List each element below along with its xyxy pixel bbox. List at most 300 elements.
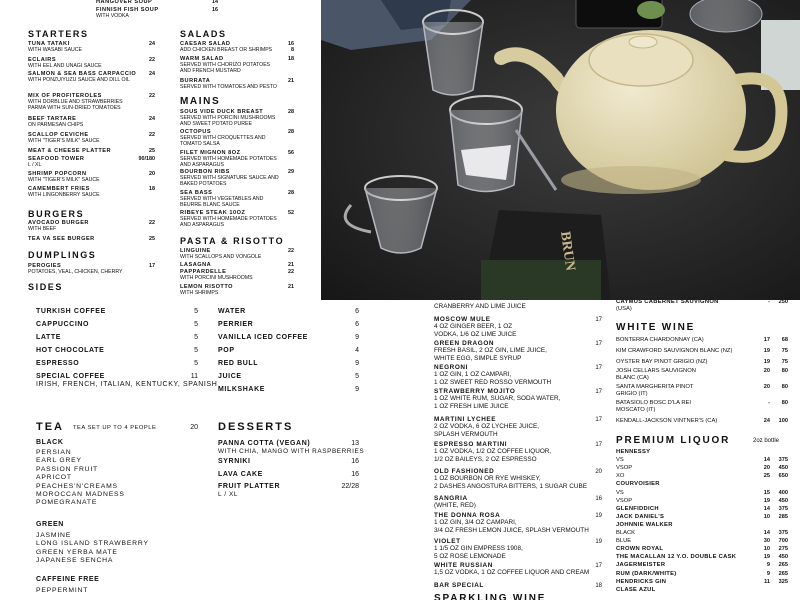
wine-item: [616, 418, 717, 425]
liquor-item: [616, 579, 666, 586]
cocktail-name: ESPRESSO MARTINI: [434, 441, 508, 448]
item-description: AND FRENCH MUSTARD: [180, 68, 241, 75]
wine-glass-price: 20: [763, 384, 770, 390]
liquor-item: [616, 546, 663, 553]
liquor-name: JACK DANIEL'S: [616, 513, 665, 520]
drink-item: [218, 334, 308, 342]
menu-item-price: 17: [149, 263, 155, 269]
menu-item-name: TUNA TATAKI: [28, 41, 70, 47]
table-photo: [321, 0, 800, 300]
liquor-units: 2oz bottle: [753, 438, 780, 444]
dessert-item: [218, 458, 251, 466]
item-description: 1,5 OZ VODKA, 1 OZ COFFEE LIQUOR AND CREAM: [434, 569, 590, 577]
cocktail-name: BAR SPECIAL: [434, 582, 484, 589]
wine-item: [616, 359, 707, 366]
drinks-menu-page: [0, 300, 432, 600]
liquor-item: [616, 538, 631, 545]
drink-item: [218, 373, 242, 381]
menu-item: [180, 262, 211, 268]
menu-item: [28, 263, 122, 275]
drink-item: [36, 308, 106, 316]
drink-item-name: POP: [218, 347, 235, 354]
food-menu-page: [0, 0, 321, 300]
tea-name: JASMINE: [36, 532, 72, 539]
menu-item: [28, 186, 100, 198]
section-title-tea: TEA: [36, 421, 64, 433]
cocktail-name: OLD FASHIONED: [434, 468, 495, 475]
menu-item-name: PAPPARDELLE: [180, 269, 227, 275]
dessert-name: PANNA COTTA (VEGAN): [218, 440, 311, 447]
liquor-name: VSOP: [616, 497, 633, 504]
section-title-sparkling: SPARKLING WINE: [434, 593, 547, 600]
dessert-price: 13: [351, 440, 359, 447]
menu-item-name: MEAT & CHEESE PLATTER: [28, 148, 112, 154]
item-description: POTATOES, VEAL, CHICKEN, CHERRY: [28, 269, 123, 276]
menu-item: [28, 148, 111, 154]
dessert-name: LAVA CAKE: [218, 471, 263, 478]
item-description: 1 OZ GIN, 3/4 OZ CAMPARI,: [434, 519, 517, 527]
liquor-item: [616, 522, 673, 529]
liquor-bottle-price: 325: [778, 578, 788, 585]
liquor-name: BLACK: [616, 530, 636, 536]
menu-item: [180, 210, 277, 229]
dessert-price: 16: [351, 458, 359, 465]
tea-black-title: BLACK: [36, 439, 64, 446]
menu-item-name: LEMON RISOTTO: [180, 284, 234, 290]
menu-item-name: BEEF TARTARE: [28, 116, 77, 122]
item-description: PARMA WITH SUN-DRIED TOMATOES: [28, 105, 121, 112]
cocktail-item: [434, 468, 587, 490]
tea-name: PEACHES'N'CREAMS: [36, 482, 118, 490]
wine-name: OYSTER BAY PINOT GRIGIO (NZ): [616, 359, 708, 365]
drink-item-price: 5: [194, 321, 198, 328]
drink-item: [218, 386, 265, 394]
cocktail-price: 16: [595, 496, 602, 502]
menu-item-price: 29: [288, 169, 294, 175]
tea-name: JAPANESE SENCHA: [36, 557, 114, 565]
cocktail-item: [434, 416, 539, 438]
wine-name: BATASIOLO BOSC D'LA REI: [616, 400, 691, 406]
liquor-bottle-price: 650: [778, 473, 788, 480]
liquor-item: [616, 498, 632, 505]
liquor-glass-price: 19: [763, 554, 770, 561]
item-description: WITH PONZU/YUZU SAUCE AND DILL OIL: [28, 77, 130, 84]
wine-bottle-price: 250: [778, 300, 788, 305]
wine-bottle-price: 80: [781, 384, 788, 390]
wine-glass-price: -: [768, 400, 770, 406]
drink-item-name: TURKISH COFFEE: [36, 308, 106, 315]
liquor-name: RUM (DARK/WHITE): [616, 570, 677, 577]
tea-name: PERSIAN: [36, 449, 72, 456]
menu-item: [180, 150, 277, 169]
drink-item-name: PERRIER: [218, 321, 254, 328]
liquor-glass-price: 9: [766, 562, 770, 569]
menu-item-price: 22: [149, 132, 155, 138]
menu-item-price: 28: [288, 109, 294, 115]
menu-item: [28, 57, 102, 69]
menu-item-name: BURRATA: [180, 78, 211, 84]
section-title-desserts: DESSERTS: [218, 421, 294, 433]
liquor-bottle-price: 375: [778, 457, 788, 464]
menu-item-name: WARM SALAD: [180, 56, 224, 62]
wine-item: [616, 384, 693, 398]
liquor-name: JOHNNIE WALKER: [616, 521, 673, 528]
wine-bottle-price: 100: [778, 418, 788, 424]
menu-item-price: 21: [288, 78, 294, 84]
menu-item-price: 18: [288, 56, 294, 62]
drink-item-name: JUICE: [218, 373, 242, 380]
drink-item-price: 5: [194, 360, 198, 367]
item-description: SERVED WITH PORCINI MUSHROOMS: [180, 115, 276, 122]
menu-item: FINNISH FISH SOUP WITH VODKA: [96, 7, 159, 20]
item-description: FRESH BASIL, 2 OZ GIN, LIME JUICE,: [434, 347, 547, 355]
sugar-packets: [461, 145, 511, 180]
liquor-bottle-price: 265: [778, 562, 788, 569]
menu-item: [28, 220, 89, 232]
section-title-burgers: BURGERS: [28, 209, 85, 219]
menu-item: [28, 156, 84, 168]
dessert-price: 22/28: [341, 483, 359, 490]
tea-name: MOROCCAN MADNESS: [36, 491, 125, 499]
menu-item-price: 22: [149, 57, 155, 63]
liquor-item: [616, 449, 650, 456]
dessert-name: FRUIT PLATTER: [218, 483, 281, 490]
cocktail-price: 17: [595, 417, 602, 423]
menu-item: [28, 71, 136, 83]
wine-glass-price: 19: [763, 348, 770, 354]
menu-card: [481, 210, 611, 300]
tea-green-list: [36, 532, 149, 566]
wine-bottle-price: 75: [781, 348, 788, 354]
menu-item-name: MIX OF PROFITEROLES: [28, 93, 102, 99]
wine-description: BLANC (CA): [616, 374, 649, 381]
cocktail-name: NEGRONI: [434, 364, 469, 371]
menu-item-name: LINGUINE: [180, 248, 211, 254]
liquor-glass-price: 11: [764, 578, 770, 585]
liquor-name: BLUE: [616, 538, 632, 545]
cocktail-name: WHITE RUSSIAN: [434, 562, 493, 569]
liquor-item: [616, 554, 736, 561]
cocktail-item: [434, 303, 526, 310]
dessert-price: 16: [351, 471, 359, 478]
wine-name: KIM CRAWFORD SAUVIGNON BLANC (NZ): [616, 348, 733, 354]
drink-item: [36, 360, 79, 368]
drink-item-price: 9: [355, 334, 359, 341]
drink-item-name: RED BULL: [218, 360, 259, 367]
menu-item-name: CAMEMBERT FRIES: [28, 186, 90, 192]
menu-item-price: 52: [288, 210, 294, 216]
item-description: 1 OZ SWEET RED ROSSO VERMOUTH: [434, 378, 552, 386]
menu-item-name: LASAGNA: [180, 262, 212, 268]
liquor-item: [616, 473, 624, 480]
tea-name: LONG ISLAND STRAWBERRY: [36, 540, 149, 548]
menu-item-name: TEA VA SEE BURGER: [28, 236, 95, 242]
menu-item: [180, 190, 263, 209]
menu-item-name: OCTOPUS: [180, 129, 212, 135]
item-description: 5 OZ ROSE LEMONADE: [434, 552, 506, 560]
menu-item-price: 22: [288, 248, 294, 254]
menu-item-price: 22: [149, 220, 155, 226]
menu-item: [28, 132, 100, 144]
tea-name: GREEN YERBA MATE: [36, 548, 118, 556]
item-description: 1 OZ BOURBON OR RYE WHISKEY,: [434, 475, 541, 483]
section-title-sides: SIDES: [28, 282, 64, 292]
item-description: CRANBERRY AND LIME JUICE: [434, 303, 526, 310]
cocktail-name: STRAWBERRY MOJITO: [434, 388, 516, 395]
item-description: SERVED WITH CROQUETTES AND: [180, 135, 266, 142]
item-description: (WHITE, RED): [434, 502, 476, 510]
liquor-name: HENDRICKS GIN: [616, 578, 667, 585]
liquor-bottle-price: 375: [778, 530, 788, 536]
liquor-glass-price: 14: [763, 505, 770, 512]
item-description: 1 OZ GIN, 1 OZ CAMPARI,: [434, 371, 512, 379]
liquor-glass-price: 10: [763, 513, 770, 520]
menu-item-price: 16 8: [288, 41, 294, 54]
cocktail-name: MARTINI LYCHEE: [434, 416, 497, 423]
item-description: SERVED WITH CHORIZO POTATOES: [180, 62, 271, 69]
menu-item: [180, 56, 270, 75]
item-description: 1 OZ VODKA, 1/2 OZ COFFEE LIQUOR,: [434, 448, 552, 456]
cocktail-name: MOSCOW MULE: [434, 316, 491, 323]
drink-item-name: WATER: [218, 308, 246, 315]
section-title-premium-liquor: PREMIUM LIQUOR: [616, 435, 731, 446]
item-description: 2 OZ VODKA, 6 OZ LYCHEE JUICE,: [434, 423, 539, 431]
dessert-item: [218, 483, 280, 500]
item-description: WHITE EGG, SIMPLE SYRUP: [434, 354, 522, 362]
item-description: 1 1/5 OZ GIN EMPRESS 1908,: [434, 545, 523, 553]
drink-item-price: 5: [194, 334, 198, 341]
menu-item-name: SEAFOOD TOWER: [28, 156, 85, 162]
item-description: SERVED WITH TOMATOES AND PESTO: [180, 84, 277, 91]
liquor-name: JAGERMEISTER: [616, 562, 666, 569]
wine-bottle-price: 80: [781, 368, 788, 374]
item-description: AND SWEET POTATO PUREE: [180, 121, 252, 128]
drink-item: [218, 308, 246, 316]
item-description: ON PARMESAN CHIPS: [28, 122, 84, 129]
cocktail-price: 19: [595, 513, 602, 519]
cocktail-price: 17: [595, 317, 602, 323]
tea-name: EARL GREY: [36, 457, 82, 465]
drink-item-name: SPECIAL COFFEE: [36, 373, 105, 380]
liquor-glass-price: 15: [763, 489, 770, 496]
cocktail-price: 17: [595, 563, 602, 569]
wine-item: [616, 348, 732, 355]
liquor-item: [616, 481, 660, 488]
menu-item: HANGOVER SOUP: [96, 0, 153, 5]
menu-item-name: AVOCADO BURGER: [28, 220, 89, 226]
liquor-glass-price: 10: [763, 546, 770, 553]
menu-item: [180, 109, 275, 128]
drink-item-name: HOT CHOCOLATE: [36, 347, 105, 354]
item-description: TOMATO SALSA: [180, 141, 220, 148]
item-description: AND ASPARAGUS: [180, 162, 225, 169]
wine-item: [616, 368, 696, 382]
liquor-glass-price: 20: [763, 465, 770, 472]
menu-item-price: 24: [149, 41, 155, 47]
menu-item: [180, 129, 266, 148]
liquor-item: [616, 587, 656, 594]
tea-green-title: GREEN: [36, 521, 64, 528]
liquor-bottle-price: 375: [778, 505, 788, 512]
menu-item-name: SOUS VIDE DUCK BREAST: [180, 109, 264, 115]
item-description: WITH "TIGER'S MILK" SAUCE: [28, 138, 100, 145]
tea-price: 20: [190, 424, 198, 431]
menu-item: [180, 78, 277, 90]
menu-item-name: ECLAIRS: [28, 57, 57, 63]
cocktail-item: [434, 316, 516, 338]
wine-glass-price: 19: [763, 359, 770, 365]
cocktail-name: THE DONNA ROSA: [434, 512, 501, 519]
drink-item-name: ESPRESSO: [36, 360, 80, 367]
item-description: VODKA, 1/6 OZ LIME JUICE: [434, 330, 517, 338]
item-description: 2 DASHES ANGOSTURA BITTERS, 1 SUGAR CUBE: [434, 482, 588, 490]
item-description: L / XL: [218, 491, 239, 499]
tea-name: PEPPERMINT: [36, 587, 89, 594]
menu-item-name: SCALLOP CEVICHE: [28, 132, 89, 138]
cocktail-item: [434, 388, 560, 410]
cocktail-price: 18: [595, 583, 602, 589]
menu-item: [180, 169, 279, 188]
menu-item-name: SHRIMP POPCORN: [28, 171, 87, 177]
cocktail-item: [434, 364, 551, 386]
wine-bottle-price: 75: [781, 359, 788, 365]
cocktail-price: 20: [595, 469, 602, 475]
wine-item: [616, 337, 704, 344]
wine-glass-price: 24: [763, 418, 770, 424]
section-title-salads: SALADS: [180, 29, 227, 39]
menu-item: [28, 171, 100, 183]
menu-item: [180, 269, 253, 281]
drink-item: [218, 360, 258, 368]
cocktail-item: [434, 562, 589, 577]
tea-black-list: [36, 449, 125, 508]
drink-item: [36, 321, 89, 329]
liquor-name: XO: [616, 473, 625, 480]
liquor-bottle-price: 285: [778, 513, 788, 520]
drink-item-price: 5: [194, 347, 198, 354]
wine-description: GRIGIO (IT): [616, 390, 648, 397]
menu-item-price: 22: [288, 269, 294, 275]
liquor-glass-price: 30: [763, 538, 770, 545]
liquor-bottle-price: 450: [778, 465, 788, 472]
item-description: WITH CHIA, MANGO WITH RASPBERRIES: [218, 448, 365, 456]
tea-caffeine-free-list: [36, 587, 88, 595]
menu-item-price: 24: [149, 71, 155, 77]
liquor-item: [616, 562, 665, 569]
tea-name: APRICOT: [36, 474, 72, 482]
glass-2: [423, 10, 483, 95]
item-description: L / XL: [28, 162, 42, 169]
section-title-starters: STARTERS: [28, 29, 89, 39]
cocktail-item: [434, 495, 476, 510]
cocktail-item: [434, 512, 589, 534]
menu-item: [180, 248, 261, 260]
drink-item-price: 4: [355, 347, 359, 354]
menu-item: [180, 284, 233, 296]
menu-item-name: FILET MIGNON 8OZ: [180, 150, 241, 156]
item-description: WITH BEEF: [28, 226, 57, 233]
item-description: WITH SHRIMPS: [180, 290, 219, 297]
item-description: 1 OZ FRESH LIME JUICE: [434, 402, 509, 410]
drink-item-name: MILKSHAKE: [218, 386, 266, 393]
liquor-glass-price: 14: [763, 457, 770, 464]
section-title-dumplings: DUMPLINGS: [28, 250, 97, 260]
drink-item-price: 5: [355, 373, 359, 380]
section-title-mains: MAINS: [180, 96, 221, 107]
item-description: SERVED WITH HOMEMADE POTATOES: [180, 156, 277, 163]
liquor-item: [616, 506, 659, 513]
wine-name: BONTERRA CHARDONNAY (CA): [616, 337, 704, 343]
drink-item-name: VANILLA ICED COFFEE: [218, 334, 308, 341]
drink-item-price: 9: [355, 360, 359, 367]
drink-item-price: 5: [194, 308, 198, 315]
wine-name: KENDALL-JACKSON VINTNER'S (CA): [616, 418, 718, 424]
wine-description: MOSCATO (IT): [616, 406, 656, 413]
drink-item: [218, 347, 235, 355]
menu-item-price: 20: [149, 171, 155, 177]
menu-item-price: 90/180: [138, 156, 155, 162]
tea-name: PASSION FRUIT: [36, 465, 99, 473]
item-description: 1/2 OZ BAILEYS, 2 OZ ESPRESSO: [434, 455, 537, 463]
liquor-glass-price: 14: [763, 530, 770, 536]
menu-item-price: 28: [288, 129, 294, 135]
item-description: AND ASPARAGUS: [180, 222, 225, 229]
liquor-name: GLENFIDDICH: [616, 505, 659, 512]
cocktail-name: VIOLET: [434, 538, 461, 545]
item-description: SPLASH VERMOUTH: [434, 430, 498, 438]
menu-item: [28, 236, 95, 242]
menu-item-name: RIBEYE STEAK 10OZ: [180, 210, 246, 216]
item-description: WITH EEL AND UNAGI SAUCE: [28, 63, 102, 70]
liquor-name: HENNESSY: [616, 449, 651, 455]
tea-note: TEA SET UP TO 4 PEOPLE: [73, 425, 157, 431]
bar-menu-page: [432, 300, 800, 600]
drink-item-price: 11: [190, 373, 198, 380]
menu-item-name: SEA BASS: [180, 190, 213, 196]
wine-item: [616, 400, 691, 414]
item-description: 3/4 OZ FRESH LEMON JUICE, SPLASH VERMOUTH: [434, 526, 589, 534]
tea-name: POMEGRANATE: [36, 499, 98, 507]
menu-item-price: 18: [149, 186, 155, 192]
liquor-bottle-price: 450: [778, 497, 788, 504]
menu-item-price: 21: [288, 284, 294, 290]
item-description: WITH LINGONBERRY SAUCE: [28, 192, 100, 199]
menu-item-price: 14: [212, 0, 218, 5]
item-description: SERVED WITH HOMEMADE POTATOES: [180, 216, 277, 223]
drink-item-price: 6: [355, 308, 359, 315]
wine-bottle-price: 68: [781, 337, 788, 343]
menu-item-price: 28: [288, 190, 294, 196]
cocktail-item: [434, 441, 551, 463]
item-description: BEURRE BLANC SAUCE: [180, 202, 240, 209]
wine-glass-price: 20: [763, 368, 770, 374]
menu-card-logo: BRUN: [557, 230, 578, 272]
cocktail-price: 17: [595, 442, 602, 448]
menu-item-name: PEROGIES: [28, 263, 62, 269]
liquor-bottle-price: 400: [778, 489, 788, 496]
item-description: 4 OZ GINGER BEER, 1 OZ: [434, 323, 513, 331]
item-description: WITH DORBLUE AND STRAWBERRIES: [28, 99, 123, 106]
section-title-pasta: PASTA & RISOTTO: [180, 236, 285, 246]
drink-item-price: 6: [355, 321, 359, 328]
wine-name: SANTA MARGHERITA PINOT: [616, 384, 694, 390]
menu-item-name: CAESAR SALAD: [180, 41, 231, 47]
menu-item-price: 56: [288, 150, 294, 156]
menu-item-price: 16: [212, 7, 218, 13]
item-description: 1 OZ WHITE RUM, SUGAR, SODA WATER,: [434, 395, 561, 403]
wine-bottle-price: 80: [781, 400, 788, 406]
drink-item-price: 9: [355, 386, 359, 393]
